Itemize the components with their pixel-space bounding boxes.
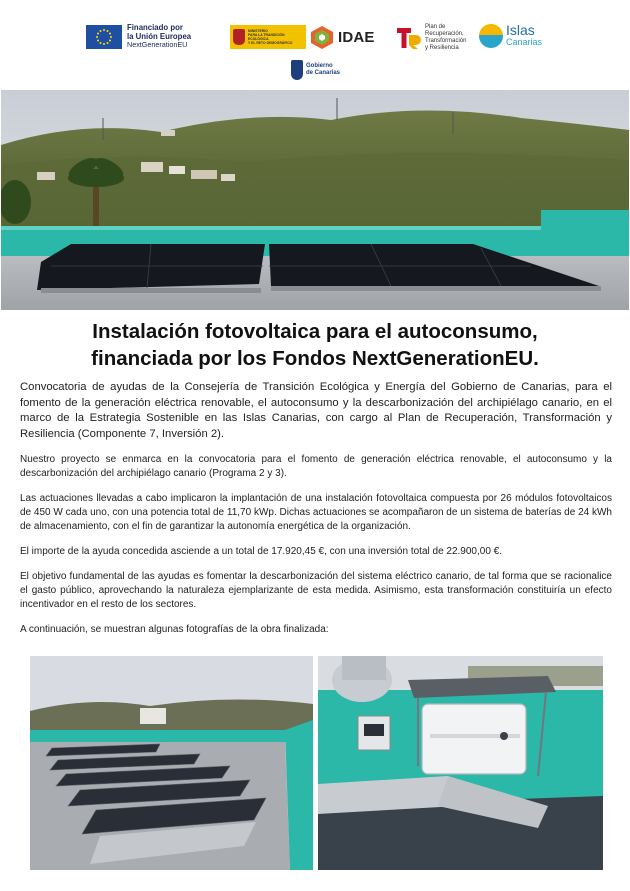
paragraph-objetivo: El objetivo fundamental de las ayudas es fomentar la descarbonización del sistema eléctrico canario, de tal forma que se racionalice el gasto público, aprovechando la naturaleza ejemplarizante de esta medida. Asimismo, esta transformación constituiría un efecto incentivador en el resto de los sectores.	[20, 571, 612, 611]
islas-canarias-logo	[479, 24, 542, 48]
eu-flag-icon	[86, 25, 122, 49]
eu-funding-logo	[86, 24, 191, 50]
gobierno-canarias-logo	[291, 60, 340, 80]
paragraph-actuaciones: Las actuaciones llevadas a cabo implicaron la implantación de una instalación fotovoltaica compuesta por 26 módulos fotovoltaicos de 450 W cada uno, con una potencia total de 11,70 kWp. Dichas actuaciones se acompañaron de un sistema de baterías de 24 kWh de almacenamiento, con el fin de garantizar la autonomía energética de la organización.	[20, 493, 612, 533]
islas-line1: Islas	[506, 22, 535, 38]
title-line1: Instalación fotovoltaica para el autoconsumo,	[92, 320, 538, 343]
prtr-line3: Transformación	[425, 38, 467, 44]
title-line2: financiada por los Fondos NextGenerationEU.	[91, 347, 539, 370]
gobierno-line2: de Canarias	[306, 70, 341, 76]
ministerio-line2: PARA LA TRANSICIÓN ECOLÓGICA	[247, 33, 285, 41]
prtr-mark-icon	[396, 25, 422, 51]
eu-logo-line2: la Unión Europea	[127, 31, 192, 41]
paragraph-fotografias: A continuación, se muestran algunas fotografías de la obra finalizada:	[20, 624, 329, 636]
prtr-line1: Plan de	[425, 24, 446, 30]
ministerio-line3: Y EL RETO DEMOGRÁFICO	[247, 41, 293, 45]
photo-battery-inverter	[318, 656, 603, 870]
islas-sun-sea-icon	[479, 24, 503, 48]
eu-logo-line1: Financiado por	[127, 23, 183, 32]
eu-logo-line3: NextGenerationEU	[127, 40, 188, 50]
ministerio-line1: MINISTERIO	[247, 29, 268, 33]
canarias-shield-icon	[291, 60, 303, 80]
prtr-line2: Recuperación,	[425, 31, 464, 37]
photo-rooftop-panel-rows	[30, 656, 313, 870]
paragraph-convocatoria: Convocatoria de ayudas de la Consejería de Transición Ecológica y Energía del Gobierno de Canarias, para el fomento de la generación eléctrica renovable, el autoconsumo y la descarbonización del archipiélago canario, en el marco de la Estrategia Sostenible en las Islas Canarias, con cargo al Plan de Recuperación, Transformación y Resiliencia (Componente 7, Inversión 2).	[20, 381, 612, 440]
logo-strip	[0, 0, 630, 90]
islas-line2: Canarias	[506, 37, 543, 47]
idae-logo-text: IDAE	[338, 28, 375, 46]
prtr-line4: y Resiliencia	[425, 45, 459, 51]
idae-mark-icon	[309, 24, 335, 50]
prtr-logo	[396, 24, 466, 52]
paragraph-proyecto: Nuestro proyecto se enmarca en la convocatoria para el fomento de generación eléctrica renovable, el autoconsumo y la descarbonización del archipiélago canario (Programa 2 y 3).	[20, 454, 612, 480]
body-text	[20, 380, 612, 648]
paragraph-importe: El importe de la ayuda concedida asciende a un total de 17.920,45 €, con una inversión total de 22.900,00 €.	[20, 546, 503, 558]
ministerio-logo	[230, 25, 306, 49]
idae-logo	[309, 24, 375, 50]
spain-shield-icon	[233, 29, 245, 45]
hero-photo-rooftop-panels	[1, 90, 629, 310]
page-title	[20, 318, 610, 372]
gobierno-line1: Gobierno	[306, 63, 333, 69]
